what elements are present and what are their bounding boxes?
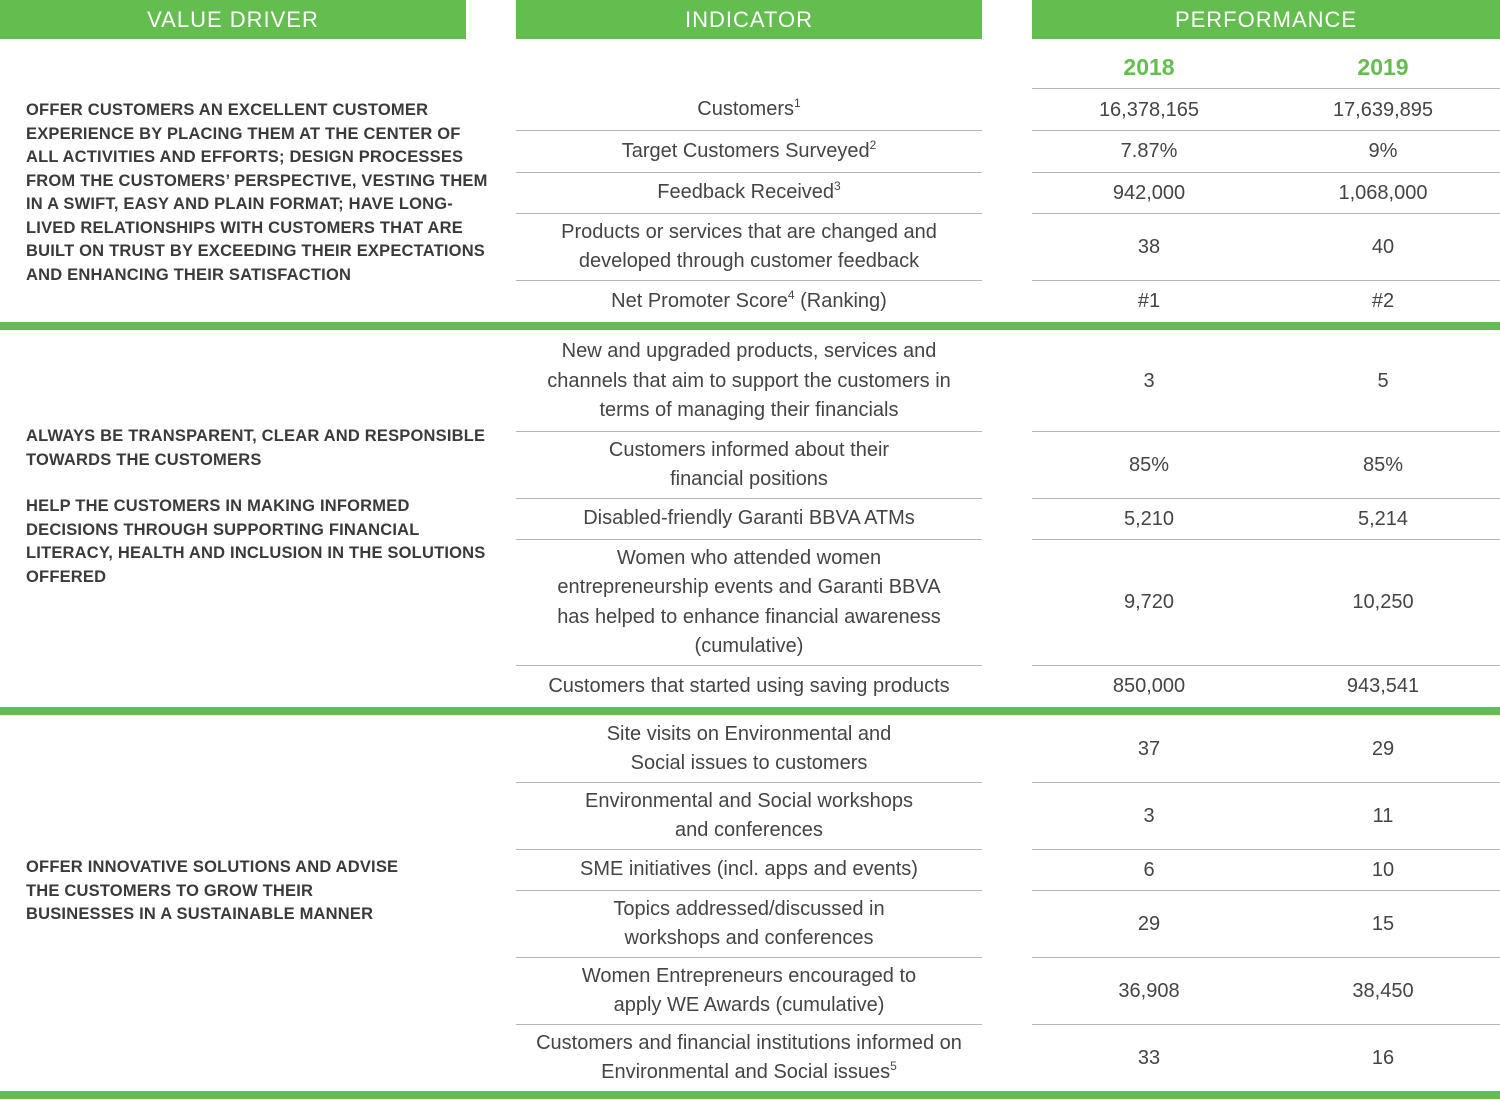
value-2018: 16,378,165 (1098, 98, 1200, 121)
footnote-marker: 2 (869, 137, 877, 152)
footnote-marker: 1 (794, 96, 801, 111)
value-2018: 5,210 (1123, 507, 1175, 530)
value-2019: 38,450 (1352, 979, 1414, 1002)
value-2018: 29 (1137, 912, 1161, 935)
value-2018: 37 (1137, 737, 1161, 760)
section-divider (0, 707, 1500, 715)
value-2018: 85% (1128, 453, 1170, 476)
indicator-cell: Topics addressed/discussed in workshops and conferences (613, 897, 885, 949)
value-driver-3 (26, 856, 426, 927)
value-driver-text: OFFER CUSTOMERS AN EXCELLENT CUSTOMER EXPERIENCE BY PLACING THEM AT THE CENTER OF ALL ACTIVITIES AND EFFORTS; DESIGN PROCESSES FROM THE CUSTOMERS’ PERSPECTIVE, VESTING THEM IN A SWIFT, EASY AND PLAIN FORMAT; HAVE LONG-LIVED RELATIONSHIPS WITH CUSTOMERS THAT ARE BUILT ON TRUST BY EXCEEDING THEIR EXPECTATIONS AND ENHANCING THEIR SATISFACTION (26, 101, 488, 284)
year-2018: 2018 (1123, 54, 1175, 80)
indicator-cell (516, 90, 982, 130)
value-2018: 7.87% (1120, 140, 1178, 162)
value-driver-2 (26, 425, 496, 589)
footnote-marker: 4 (787, 287, 795, 302)
indicator-cell (516, 131, 982, 172)
footnote-marker: 5 (890, 1059, 897, 1073)
value-2018: 3 (1143, 370, 1155, 392)
value-2019: 16 (1371, 1046, 1395, 1069)
value-driver-text: OFFER INNOVATIVE SOLUTIONS AND ADVISE THE CUSTOMERS TO GROW THEIR BUSINESSES IN A SUSTAINABLE MANNER (26, 858, 399, 923)
indicator-cell: Site visits on Environmental and Social issues to customers (606, 722, 892, 774)
indicator-suffix: (Ranking) (794, 289, 887, 312)
indicator-cell: Customers that started using saving products (548, 674, 950, 697)
value-2019: 17,639,895 (1332, 98, 1434, 121)
header-indicator: INDICATOR (516, 0, 982, 39)
indicator-text: Feedback Received (657, 181, 835, 204)
indicator-text: Net Promoter Score (611, 289, 788, 312)
value-2019: 1,068,000 (1338, 181, 1428, 204)
indicator-cell: Women Entrepreneurs encouraged to apply WE Awards (cumulative) (581, 964, 917, 1016)
value-2019: 11 (1372, 804, 1394, 827)
value-driver-text: HELP THE CUSTOMERS IN MAKING INFORMED DECISIONS THROUGH SUPPORTING FINANCIAL LITERACY, HEALTH AND INCLUSION IN THE SOLUTIONS OFFERED (26, 497, 486, 586)
indicator-cell: SME initiatives (incl. apps and events) (580, 858, 918, 881)
indicator-cell (516, 173, 982, 213)
indicator-cell (516, 281, 982, 322)
value-2019: 5 (1377, 370, 1389, 392)
value-2018: 33 (1137, 1046, 1161, 1069)
indicator-cell (516, 1025, 982, 1091)
indicator-text: Target Customers Surveyed (621, 139, 870, 162)
value-2018: 3 (1143, 804, 1155, 827)
indicator-cell: Women who attended women entrepreneurship events and Garanti BBVA has helped to enhance financial awareness (cumulative) (557, 546, 941, 657)
value-2019: 15 (1371, 912, 1395, 935)
value-2018: 36,908 (1118, 979, 1180, 1002)
value-2019: 5,214 (1357, 507, 1409, 530)
section-divider (0, 1091, 1500, 1099)
value-driver-text: ALWAYS BE TRANSPARENT, CLEAR AND RESPONSIBLE TOWARDS THE CUSTOMERS (26, 427, 486, 469)
value-2018: 850,000 (1112, 675, 1186, 697)
indicator-cell: Environmental and Social workshops and conferences (585, 789, 913, 841)
footnote-marker: 3 (834, 179, 841, 194)
value-2019: 10 (1371, 858, 1395, 881)
section-divider (0, 322, 1500, 330)
header-performance: PERFORMANCE (1032, 0, 1500, 39)
value-2018: 9,720 (1123, 591, 1175, 613)
indicator-cell: Customers informed about their financial positions (608, 438, 890, 490)
value-2018: 942,000 (1112, 181, 1186, 204)
value-2018: 6 (1143, 858, 1155, 881)
value-2019: 10,250 (1352, 591, 1414, 613)
year-2019: 2019 (1357, 54, 1409, 80)
indicator-cell: New and upgraded products, services and channels that aim to support the customers in terms of managing their financials (547, 340, 951, 422)
value-driver-1 (26, 99, 496, 287)
indicator-text: Customers (697, 98, 794, 121)
header-value-driver: VALUE DRIVER (0, 0, 466, 39)
value-2018: #1 (1137, 290, 1161, 312)
value-2019: 29 (1371, 737, 1395, 760)
value-2019: 85% (1362, 453, 1404, 476)
indicator-text: Customers and financial institutions informed on Environmental and Social issues (536, 1031, 962, 1083)
divider (1032, 88, 1500, 89)
value-2019: #2 (1371, 290, 1395, 312)
indicator-cell: Products or services that are changed and developed through customer feedback (561, 220, 937, 272)
value-2019: 9% (1368, 140, 1398, 162)
value-2019: 943,541 (1346, 675, 1420, 697)
value-2018: 38 (1137, 235, 1161, 258)
value-2019: 40 (1371, 235, 1395, 258)
indicator-cell: Disabled-friendly Garanti BBVA ATMs (583, 507, 915, 530)
